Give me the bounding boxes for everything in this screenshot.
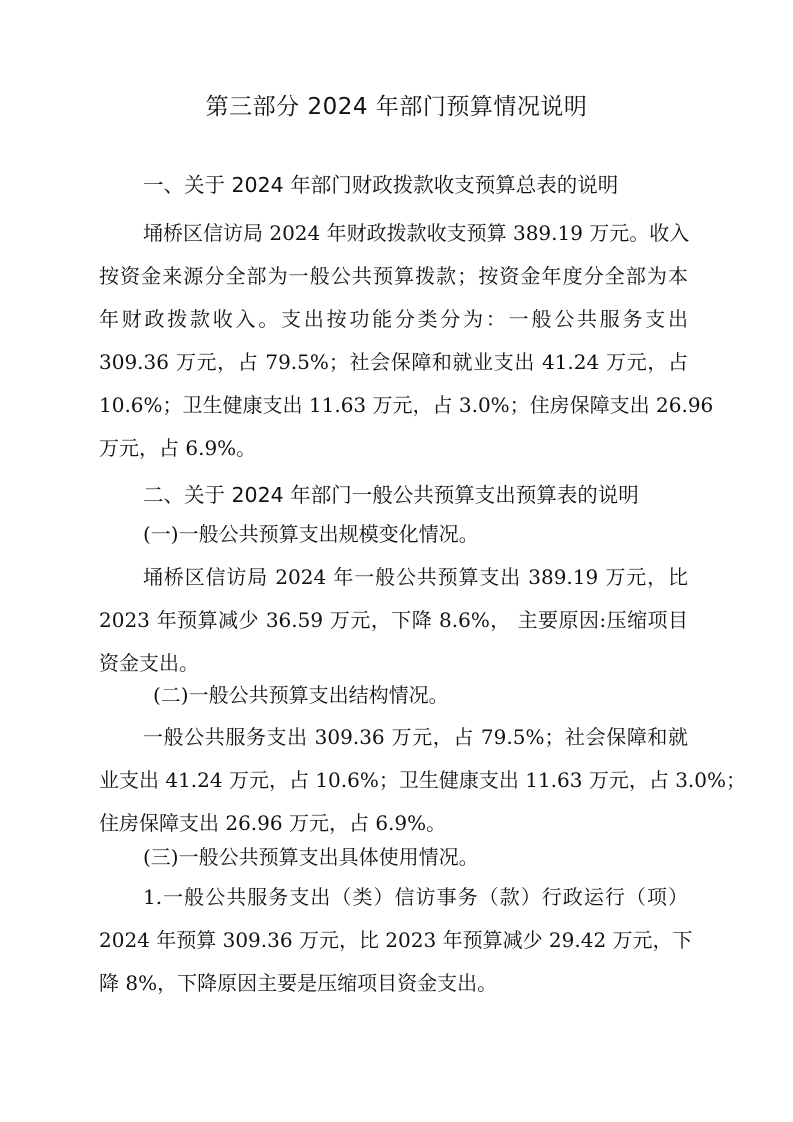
- paragraph-line: 按资金来源分全部为一般公共预算拨款；按资金年度分全部为本: [99, 264, 688, 288]
- subsection-heading-2: (二)一般公共预算支出结构情况。: [153, 683, 449, 707]
- paragraph-line: 住房保障支出 26.96 万元，占 6.9%。: [99, 811, 447, 835]
- paragraph-line: 年财政拨款收入。支出按功能分类分为：一般公共服务支出: [99, 307, 688, 331]
- paragraph-line: 2024 年预算 309.36 万元，比 2023 年预算减少 29.42 万元，下: [99, 928, 693, 952]
- paragraph-line: 10.6%；卫生健康支出 11.63 万元，占 3.0%；住房保障支出 26.96: [99, 393, 714, 417]
- subsection-heading-1: (一)一般公共预算支出规模变化情况。: [143, 522, 479, 546]
- paragraph-line: 埇桥区信访局 2024 年财政拨款收支预算 389.19 万元。收入: [143, 221, 690, 245]
- paragraph-line: 一般公共服务支出 309.36 万元，占 79.5%；社会保障和就: [143, 725, 688, 749]
- paragraph-line: 万元，占 6.9%。: [99, 436, 257, 460]
- paragraph-line: 2023 年预算减少 36.59 万元，下降 8.6%， 主要原因:压缩项目: [99, 608, 688, 632]
- subsection-heading-3: (三)一般公共预算支出具体使用情况。: [143, 845, 479, 869]
- paragraph-line: 资金支出。: [99, 651, 199, 675]
- paragraph-line: 309.36 万元，占 79.5%；社会保障和就业支出 41.24 万元，占: [99, 350, 688, 374]
- paragraph-line: 业支出 41.24 万元，占 10.6%；卫生健康支出 11.63 万元，占 3.0%；: [99, 768, 747, 792]
- paragraph-line: 1.一般公共服务支出（类）信访事务（款）行政运行（项）: [143, 885, 688, 909]
- section-heading-2: 二、关于 2024 年部门一般公共预算支出预算表的说明: [143, 483, 639, 507]
- paragraph-line: 降 8%，下降原因主要是压缩项目资金支出。: [99, 971, 498, 995]
- paragraph-line: 埇桥区信访局 2024 年一般公共预算支出 389.19 万元，比: [143, 565, 688, 589]
- section-heading-1: 一、关于 2024 年部门财政拨款收支预算总表的说明: [143, 173, 619, 197]
- document-title: 第三部分 2024 年部门预算情况说明: [205, 94, 588, 120]
